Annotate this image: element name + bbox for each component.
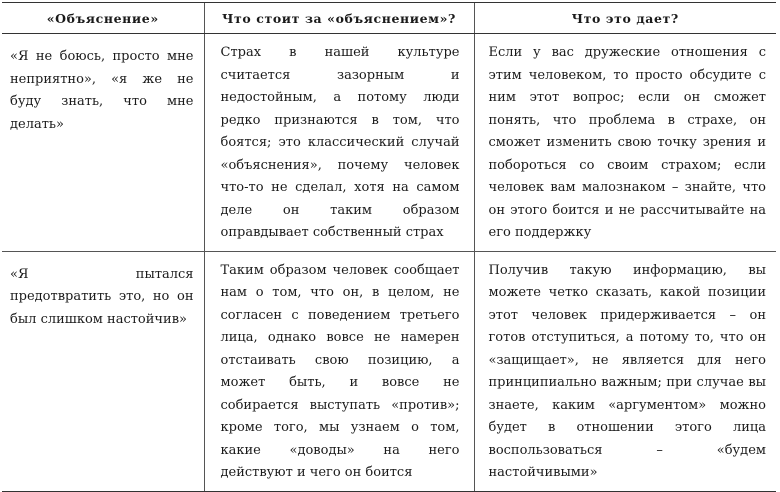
header-explanation: «Объяснение» — [2, 3, 204, 34]
cell-explanation: «Я не боюсь, просто мне неприятно», «я же не буду знать, что мне делать» — [2, 34, 204, 252]
header-result: Что это дает? — [474, 3, 776, 34]
cell-meaning: Таким образом человек сообщает нам о том, что он, в целом, не согласен с поведением третьего лица, однако вовсе не намерен отстаивать свою позицию, а может быть, и вовсе не собирается выступать «против»; кроме того, мы узнаем о том, какие «доводы» на него действуют и чего он боится — [204, 251, 474, 491]
cell-result: Получив такую информацию, вы можете четко сказать, какой позиции этот человек придерживается – он готов отступиться, а потому то, что он «защищает», не является для него принципиально важным; при случае вы знаете, каким «аргументом» можно будет в отношении этого лица воспользоваться – «будем настойчивыми» — [474, 251, 776, 491]
cell-result: Если у вас дружеские отношения с этим человеком, то просто обсудите с ним этот вопрос; если он сможет понять, что проблема в страхе, он сможет изменить свою точку зрения и побороться со своим страхом; если человек вам малознаком – знайте, что он этого боится и не рассчитывайте на его поддержку — [474, 34, 776, 252]
header-meaning: Что стоит за «объяснением»? — [204, 3, 474, 34]
cell-explanation: «Я пытался предотвратить это, но он был слишком настойчив» — [2, 251, 204, 491]
explanation-table — [2, 2, 776, 492]
table-row — [2, 34, 776, 252]
table-row — [2, 251, 776, 491]
table-header-row — [2, 3, 776, 34]
cell-meaning: Страх в нашей культуре считается зазорным и недостойным, а потому люди редко признаются в том, что боятся; это классический случай «объяснения», почему человек что-то не сделал, хотя на самом деле он таким образом оправдывает собственный страх — [204, 34, 474, 252]
